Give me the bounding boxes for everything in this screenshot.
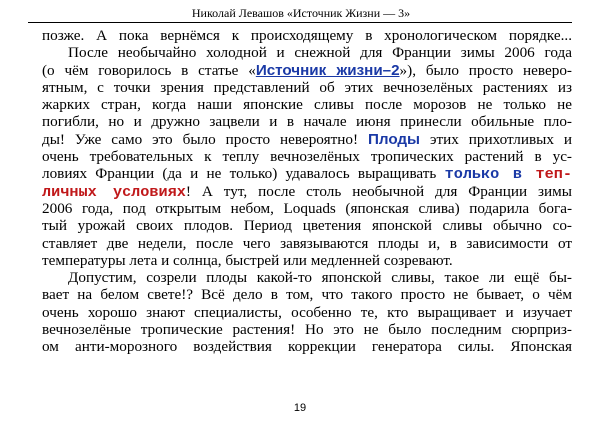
header-rule: [28, 22, 572, 23]
text-line: личных условиях! А тут, после столь необычной для Франции зимы: [42, 182, 573, 201]
highlight-only-in: только в: [444, 165, 522, 184]
page-number: 19: [293, 402, 307, 414]
highlight-greenhouse: теп-: [521, 165, 572, 184]
text-line: погибли, но и дружно зацвели и в начале июня принесли обильные пло-: [42, 113, 572, 131]
highlight-fruits: Плоды: [367, 130, 421, 148]
text-line: ятным, с точки зрения представлений об этих вечнозелёных растениях из: [42, 78, 572, 96]
text-line: 2006 года, под открытым небом, Loquads (японская слива) подарила бога-: [42, 199, 572, 217]
text-line: Допустим, созрели плоды какой-то японской сливы, такое ли ещё бы-: [68, 269, 572, 287]
text-line: очень требовательных к теплу вечнозелёных тропических растений в ус-: [42, 148, 572, 166]
text-line: тый урожай своих плодов. Период цветения японской сливы обычно со-: [42, 217, 572, 235]
text-line: жарких стран, когда наши японские сливы после морозов не только не: [42, 96, 572, 114]
text-line: вает на белом свете!? Всё дело в том, что такого просто не бывает, о чём: [42, 286, 572, 304]
text-line: позже. А пока вернёмся к происходящему в хронологическом порядке...: [42, 27, 572, 44]
highlight-greenhouse-cont: личных условиях: [42, 182, 186, 201]
article-link[interactable]: Источник жизни–2: [255, 61, 400, 79]
text-line: ставляет две недели, после чего завязываются плоды и, в зависимости от: [42, 234, 572, 252]
text-line: очень хорошо знают специалисты, особенно те, кто выращивает и изучает: [42, 303, 572, 321]
text-line: ловиях Франции (да и не только) удавалось выращивать только в теп-: [42, 165, 572, 184]
running-header: Николай Левашов «Источник Жизни — 3»: [191, 6, 411, 20]
text-line: После необычайно холодной и снежной для Франции зимы 2006 года: [68, 44, 572, 62]
text-line: температуры лета и солнца, быстрей или медленней созревают.: [42, 251, 453, 269]
text-line: ды! Уже само это было просто невероятно! Плоды этих прихотливых и: [42, 130, 573, 148]
text-line: вечнозелёные тропические растения! Но это не было последним сюрприз-: [42, 321, 572, 339]
text-line: ом анти-морозного воздействия коррекции генератора силы. Японская: [42, 338, 572, 356]
text-line: (о чём говорилось в статье «Источник жизни–2»), было просто неверо-: [42, 61, 572, 79]
body-text: [42, 27, 572, 356]
